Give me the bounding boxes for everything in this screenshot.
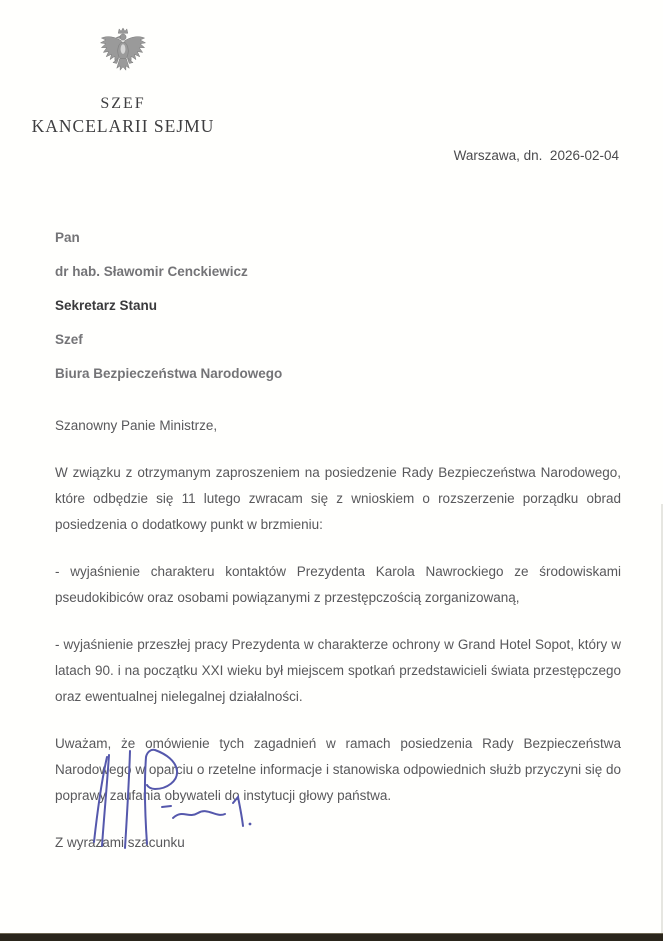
recipient-line-role: Szef (55, 332, 83, 347)
scan-bottom-edge (0, 933, 663, 941)
paragraph-point-2: - wyjaśnienie przeszłej pracy Prezydenta w charakterze ochrony w Grand Hotel Sopot, który w latach 90. i na początku XXI wieku był miejscem spotkań przedstawicieli świata przestępczego oraz ewentualnej nielegalnej działalności. (55, 637, 621, 704)
recipient-line-title: Sekretarz Stanu (55, 298, 158, 313)
closing-phrase: Z wyrazami szacunku (55, 835, 185, 850)
polish-eagle-emblem-icon (99, 26, 147, 88)
recipient-block (55, 221, 282, 391)
handwritten-signature (70, 745, 255, 853)
letterhead-title-line1: SZEF (100, 95, 146, 112)
dateline: Warszawa, dn. 2026-02-04 (453, 148, 619, 163)
salutation: Szanowny Panie Ministrze, (55, 418, 218, 433)
paragraph-request: W związku z otrzymanym zaproszeniem na posiedzenie Rady Bezpieczeństwa Narodowego, które odbędzie się 11 lutego zwracam się z wnioskiem o rozszerzenie porządku obrad posiedzenia o dodatkowy punkt w brzmieniu: (55, 465, 621, 532)
letterhead (8, 26, 238, 138)
paragraph-conclusion: Uważam, że omówienie tych zagadnień w ramach posiedzenia Rady Bezpieczeństwa Narodowego w oparciu o rzetelne informacje i stanowiska odpowiednich służb przyczyni się do poprawy zaufania obywateli do instytucji głowy państwa. (55, 736, 621, 803)
recipient-line-name: dr hab. Sławomir Cenckiewicz (55, 264, 248, 279)
recipient-line-honorific: Pan (55, 230, 80, 245)
paragraph-point-1: - wyjaśnienie charakteru kontaktów Prezydenta Karola Nawrockiego ze środowiskami pseudokibiców oraz osobami powiązanymi z przestępczością zorganizowaną, (55, 564, 621, 605)
letterhead-title-line2: KANCELARII SEJMU (31, 116, 215, 136)
recipient-line-office: Biura Bezpieczeństwa Narodowego (55, 366, 283, 381)
